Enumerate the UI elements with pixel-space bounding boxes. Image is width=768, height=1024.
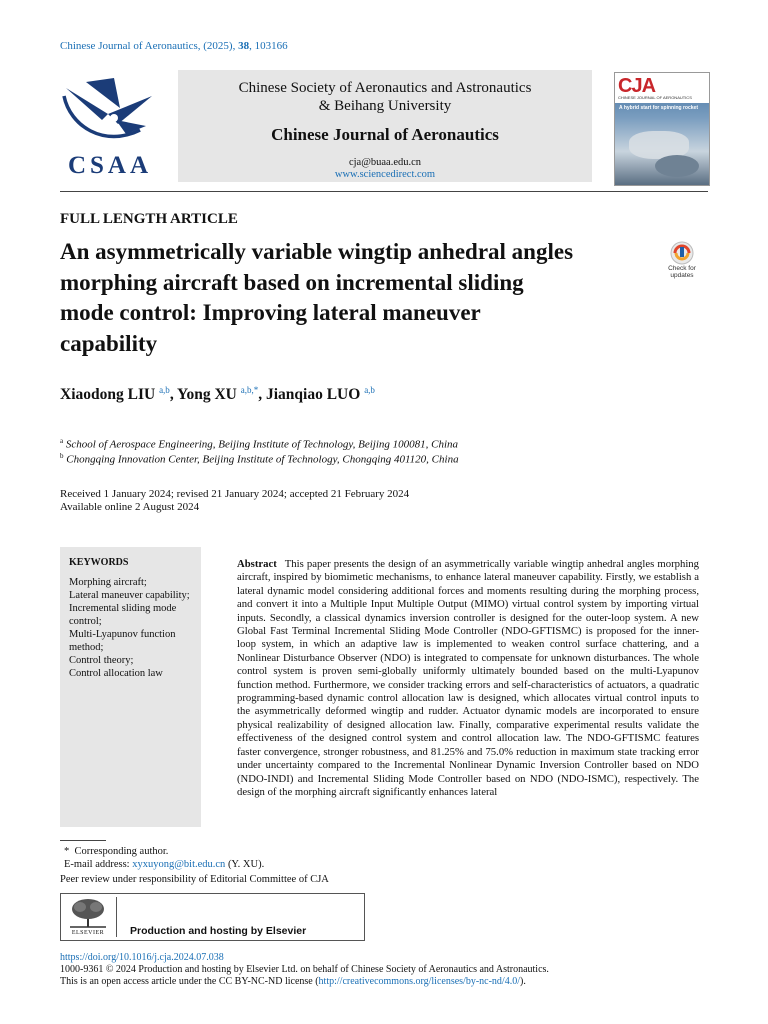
peer-review-note: Peer review under responsibility of Editorial Committee of CJA <box>60 874 329 885</box>
society-name-line1: Chinese Society of Aeronautics and Astronautics <box>238 80 532 96</box>
email-label: E-mail address: <box>64 859 133 870</box>
title-line: capability <box>60 330 158 356</box>
journal-citation[interactable] <box>60 40 288 52</box>
journal-email: cja@buaa.edu.cn <box>348 157 422 168</box>
keyword-item: Multi-Lyapunov function <box>69 629 176 640</box>
journal-name: Chinese Journal of Aeronautics <box>271 125 499 144</box>
journal-cover-thumbnail[interactable] <box>614 72 710 186</box>
doi-link[interactable]: https://doi.org/10.1016/j.cja.2024.07.038 <box>60 952 224 963</box>
author-separator: , <box>258 386 266 404</box>
citation-article-number: , 103166 <box>249 40 288 52</box>
received-dates: Received 1 January 2024; revised 21 January 2024; accepted 21 February 2024 <box>60 488 410 500</box>
cover-brand: CJA <box>618 75 656 97</box>
affiliation-mark: a <box>60 437 64 445</box>
cover-headline: A hybrid start for spinning rocket <box>619 105 698 111</box>
author-separator: , <box>169 386 177 404</box>
elsevier-tree-icon <box>66 897 110 929</box>
author-affiliation-marks[interactable]: a,b <box>159 385 170 395</box>
check-for-updates-icon[interactable] <box>664 241 700 265</box>
footnote-text: Corresponding author. <box>74 846 169 857</box>
author-name: Xiaodong LIU <box>60 386 156 404</box>
csaa-logo-icon <box>56 74 160 150</box>
article-title <box>60 237 640 359</box>
affiliation-text: School of Aerospace Engineering, Beijing Institute of Technology, Beijing 100081, China <box>65 438 459 451</box>
keyword-item: Incremental sliding mode <box>69 603 177 614</box>
cover-image-part <box>655 155 699 177</box>
check-updates-line: Check for <box>668 265 696 272</box>
license-notice <box>60 976 526 987</box>
csaa-logo-text: CSAA <box>67 152 153 179</box>
article-type: FULL LENGTH ARTICLE <box>60 211 238 227</box>
citation-journal: Chinese Journal of Aeronautics, (2025), <box>60 40 239 52</box>
author-affiliation-marks[interactable]: a,b,* <box>240 385 259 395</box>
available-online-date: Available online 2 August 2024 <box>60 501 200 513</box>
corresponding-author-note <box>64 846 168 857</box>
keyword-item: Control theory; <box>69 655 134 666</box>
footnote-divider <box>60 840 106 841</box>
abstract-text: This paper presents the design of an asymmetrically variable wingtip anhedral angles morphing aircraft, inspired by biomimetic mechanisms, to enhance lateral maneuver capability. Firstly, we establish a lateral dynamic model considering additional forces and moments resulting during the morphing process, and convert it into a Multiple Input Multiple Output (MIMO) virtual control system by importing virtual inputs. Secondly, a classical dynamics inversion controller is designed for the outer-loop system. A new Global Fast Terminal Incremental Sliding Mode Controller (NDO-GFTISMC) is proposed for the inner-loop system, in which an adaptive law is implemented to weaken control surface chattering, and a Nonlinear Disturbance Observer (NDO) is integrated to compensate for unknown disturbances. The whole control system is proven semi-globally uniformly ultimately bounded based on the multi-Lyapunov function method. Furthermore, we consider tracking errors and self-characteristics of actuators, a quadratic programming-based dynamic control allocation law is designed, which allocates virtual control inputs to the asymmetrically deformed wingtip and rudder. Actuator dynamic models are incorporated to ensure physical realizability of designed allocation law. Finally, comparative experimental results validate the effectiveness of the designed control system and control allocation law. The NDO-GFTISMC features faster convergence, stronger robustness, and 81.25% and 75.0% reduction in maximum state tracking error under uncertainty compared to the Incremental Nonlinear Dynamic Inversion Controller based on NDO (NDO-INDI) and Incremental Sliding Mode Controller based on NDO (NDO-ISMC), respectively. The design of the morphing aircraft significantly enhances lateral <box>237 558 699 798</box>
check-for-updates-label[interactable] <box>656 265 708 279</box>
publisher-box-separator <box>116 897 117 937</box>
license-prefix: This is an open access article under the CC BY-NC-ND license ( <box>60 976 319 987</box>
cover-subtitle: CHINESE JOURNAL OF AERONAUTICS <box>618 95 692 100</box>
footnote-mark: * <box>64 846 70 857</box>
keyword-item: method; <box>69 642 104 653</box>
license-suffix: ). <box>519 976 526 987</box>
abstract-label: Abstract <box>237 558 277 570</box>
author-list <box>60 385 375 404</box>
publisher-text: Production and hosting by Elsevier <box>130 925 307 937</box>
society-name-line2: & Beihang University <box>318 98 452 114</box>
affiliation-mark: b <box>60 452 64 460</box>
title-line: mode control: Improving lateral maneuver <box>60 300 481 325</box>
license-link[interactable]: http://creativecommons.org/licenses/by-nc-nd/4.0/ <box>318 976 520 987</box>
title-line: morphing aircraft based on incremental sliding <box>60 269 524 295</box>
author-name: Yong XU <box>177 386 237 404</box>
affiliation-text: Chongqing Innovation Center, Beijing Institute of Technology, Chongqing 401120, China <box>66 453 459 466</box>
affiliation <box>60 437 458 451</box>
keywords-list <box>69 576 201 680</box>
elsevier-wordmark: ELSEVIER <box>71 930 105 936</box>
author-name: Jianqiao LUO <box>265 386 361 404</box>
email-suffix: (Y. XU). <box>225 859 265 870</box>
keyword-item: Morphing aircraft; <box>69 577 147 588</box>
title-line: An asymmetrically variable wingtip anhedral angles <box>60 239 574 264</box>
author-affiliation-marks[interactable]: a,b <box>364 385 375 395</box>
keyword-item: Lateral maneuver capability; <box>69 590 190 601</box>
copyright-notice: 1000-9361 © 2024 Production and hosting by Elsevier Ltd. on behalf of Chinese Society of Aeronautics and Astronautics. <box>60 964 549 975</box>
affiliation <box>60 452 459 466</box>
header-divider <box>60 191 708 192</box>
abstract <box>237 558 699 799</box>
keyword-item: control; <box>69 616 102 627</box>
journal-website-link[interactable]: www.sciencedirect.com <box>334 169 436 180</box>
author-email-link[interactable]: xyxuyong@bit.edu.cn <box>132 859 226 870</box>
check-updates-line: updates <box>670 272 694 279</box>
keyword-item: Control allocation law <box>69 668 163 679</box>
keywords-heading: KEYWORDS <box>69 557 129 568</box>
citation-volume: 38 <box>238 40 250 52</box>
email-note <box>64 859 264 870</box>
